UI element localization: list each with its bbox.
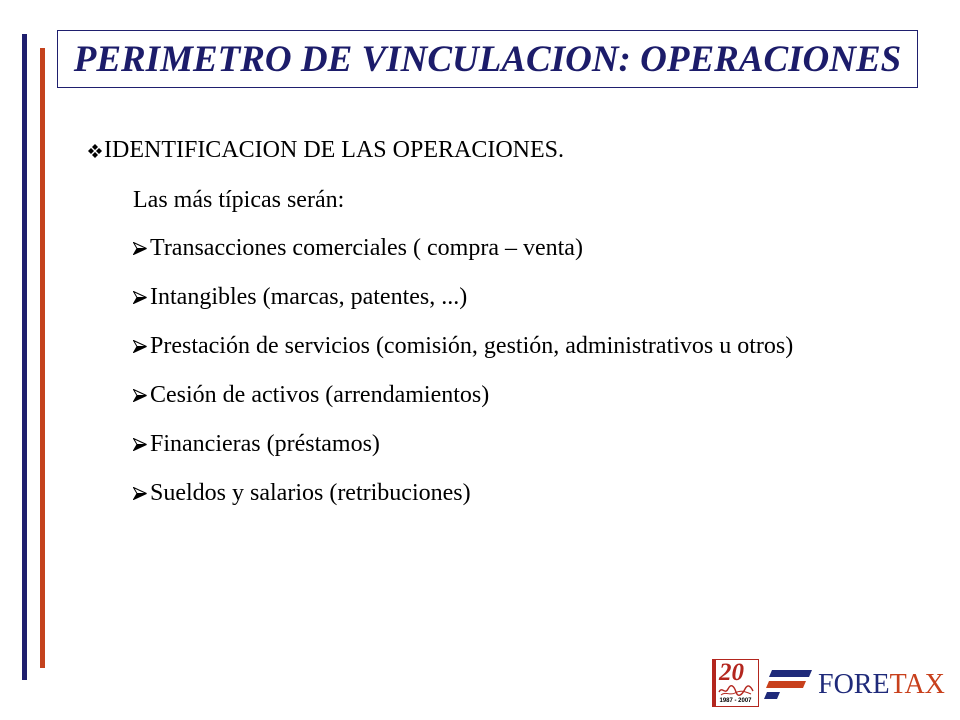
diamond-bullet-icon <box>88 144 102 158</box>
list-item <box>133 371 489 420</box>
emblem-number: 20 <box>719 659 744 686</box>
arrowhead-bullet-icon <box>133 389 147 402</box>
section-heading-text: IDENTIFICACION DE LAS OPERACIONES. <box>104 137 564 163</box>
arrowhead-bullet-icon <box>133 487 147 500</box>
title-box <box>57 30 918 88</box>
anniversary-emblem-icon <box>712 659 759 707</box>
arrowhead-bullet-icon <box>133 291 147 304</box>
section-heading <box>88 126 564 175</box>
slide-title: PERIMETRO DE VINCULACION: OPERACIONES <box>73 38 902 80</box>
list-item-text: Transacciones comerciales ( compra – venta) <box>150 235 583 261</box>
emblem-years: 1987 - 2007 <box>719 698 752 704</box>
arrowhead-bullet-icon <box>133 438 147 451</box>
brand-name-tax: TAX <box>889 669 945 700</box>
foretax-f-mark-icon <box>764 668 814 700</box>
list-item <box>133 322 793 371</box>
list-item-text: Intangibles (marcas, patentes, ...) <box>150 284 468 310</box>
emblem-decoration <box>718 684 754 696</box>
section-intro-text: Las más típicas serán: <box>133 187 345 213</box>
section-intro <box>133 176 344 225</box>
arrowhead-bullet-icon <box>133 340 147 353</box>
list-item-text: Sueldos y salarios (retribuciones) <box>150 480 471 506</box>
list-item-text: Financieras (préstamos) <box>150 431 380 457</box>
arrowhead-bullet-icon <box>133 242 147 255</box>
list-item <box>133 469 471 518</box>
list-item <box>133 273 467 322</box>
orange-accent-bar <box>40 48 45 668</box>
list-item-text: Prestación de servicios (comisión, gestión, administrativos u otros) <box>150 333 794 359</box>
brand-name-fore: FORE <box>818 669 890 700</box>
brand-name <box>818 671 945 699</box>
list-item-text: Cesión de activos (arrendamientos) <box>150 382 490 408</box>
list-item <box>133 224 583 273</box>
list-item <box>133 420 380 469</box>
navy-accent-bar <box>22 34 27 680</box>
